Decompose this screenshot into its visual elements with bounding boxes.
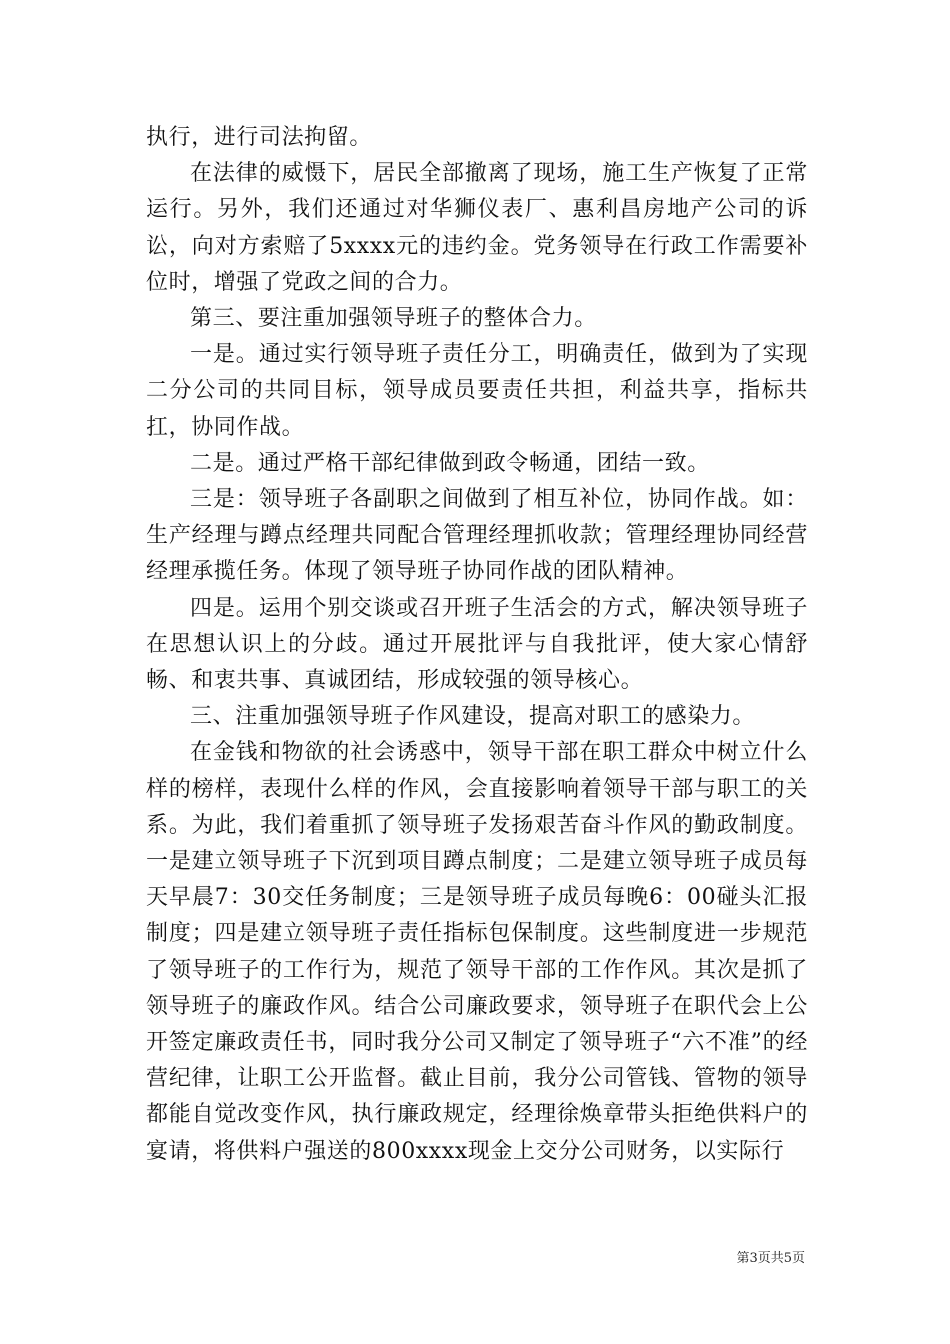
paragraph: 四是。运用个别交谈或召开班子生活会的方式，解决领导班子在思想认识上的分歧。通过开展批评与自我批评，使大家心情舒畅、和衷共事、真诚团结，形成较强的领导核心。 [146, 595, 808, 694]
paragraph: 二是。通过严格干部纪律做到政令畅通，团结一致。 [190, 450, 710, 476]
section-heading: 第三、要注重加强领导班子的整体合力。 [190, 306, 597, 332]
page-number: 第3页共5页 [736, 1251, 805, 1266]
paragraph: 在金钱和物欲的社会诱惑中，领导干部在职工群众中树立什么样的榜样，表现什么样的作风，会直接影响着领导干部与职工的关系。为此，我们着重抓了领导班子发扬艰苦奋斗作风的勤政制度。一是建立领导班子下沉到项目蹲点制度；二是建立领导班子成员每天早晨7：30交任务制度；三是领导班子成员每晚6：00碰头汇报制度；四是建立领导班子责任指标包保制度。这些制度进一步规范了领导班子的工作行为，规范了领导干部的工作作风。其次是抓了领导班子的廉政作风。结合公司廉政要求，领导班子在职代会上公开签定廉政责任书，同时我分公司又制定了领导班子“六不准”的经营纪律，让职工公开监督。截止目前，我分公司管钱、管物的领导都能自觉改变作风，执行廉政规定，经理徐焕章带头拒绝供料户的宴请，将供料户强送的800xxxx现金上交分公司财务，以实际行 [146, 740, 808, 1164]
paragraph: 执行，进行司法拘留。 [146, 125, 373, 150]
paragraph: 一是。通过实行领导班子责任分工，明确责任，做到为了实现二分公司的共同目标，领导成员要责任共担，利益共享，指标共扛，协同作战。 [146, 342, 808, 440]
section-heading: 三、注重加强领导班子作风建设，提高对职工的感染力。 [190, 704, 756, 730]
body-text [146, 120, 808, 1170]
paragraph: 在法律的威慑下，居民全部撤离了现场，施工生产恢复了正常运行。另外，我们还通过对华狮仪表厂、惠利昌房地产公司的诉讼，向对方索赔了5xxxx元的违约金。党务领导在行政工作需要补位时，增强了党政之间的合力。 [146, 161, 808, 295]
paragraph: 三是：领导班子各副职之间做到了相互补位，协同作战。如：生产经理与蹲点经理共同配合管理经理抓收款；管理经理协同经营经理承揽任务。体现了领导班子协同作战的团队精神。 [146, 487, 808, 585]
